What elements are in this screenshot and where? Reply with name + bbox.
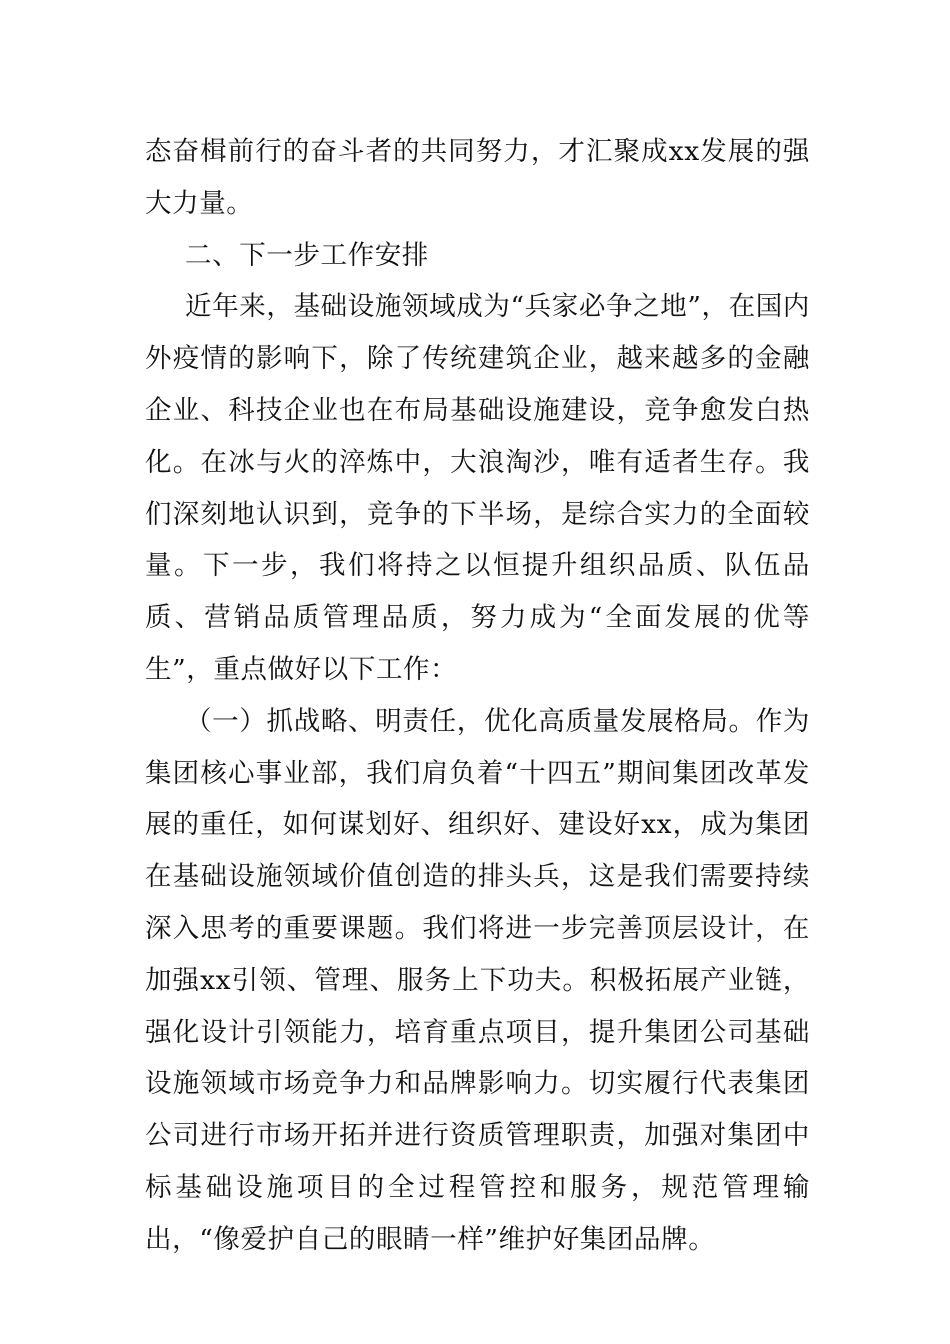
section-heading: 二、下一步工作安排 xyxy=(185,239,429,271)
paragraph-context: 近年来，基础设施领域成为“兵家必争之地”，在国内外疫情的影响下，除了传统建筑企业，越来越多的金融企业、科技企业也在布局基础设施建设，竞争愈发白热化。在冰与火的淬炼中，大浪淘沙，唯有适者生存。我们深刻地认识到，竞争的下半场，是综合实力的全面较量。下一步，我们将持之以恒提升组织品质、队伍品质、营销品质管理品质，努力成为“全面发展的优等生”，重点做好以下工作： xyxy=(145,291,810,685)
paragraph-strategy: （一）抓战略、明责任，优化高质量发展格局。作为集团核心事业部，我们肩负着“十四五”期间集团改革发展的重任，如何谋划好、组织好、建设好xx，成为集团在基础设施领域价值创造的排头兵，这是我们需要持续深入思考的重要课题。我们将进一步完善顶层设计，在加强xx引领、管理、服务上下功夫。积极拓展产业链，强化设计引领能力，培育重点项目，提升集团公司基础设施领域市场竞争力和品牌影响力。切实履行代表集团公司进行市场开拓并进行资质管理职责，加强对集团中标基础设施项目的全过程管控和服务，规范管理输出，“像爱护自己的眼睛一样”维护好集团品牌。 xyxy=(145,705,810,1255)
paragraph-continuation: 态奋楫前行的奋斗者的共同努力，才汇聚成xx发展的强大力量。 xyxy=(145,136,810,219)
document-body xyxy=(145,126,810,1266)
